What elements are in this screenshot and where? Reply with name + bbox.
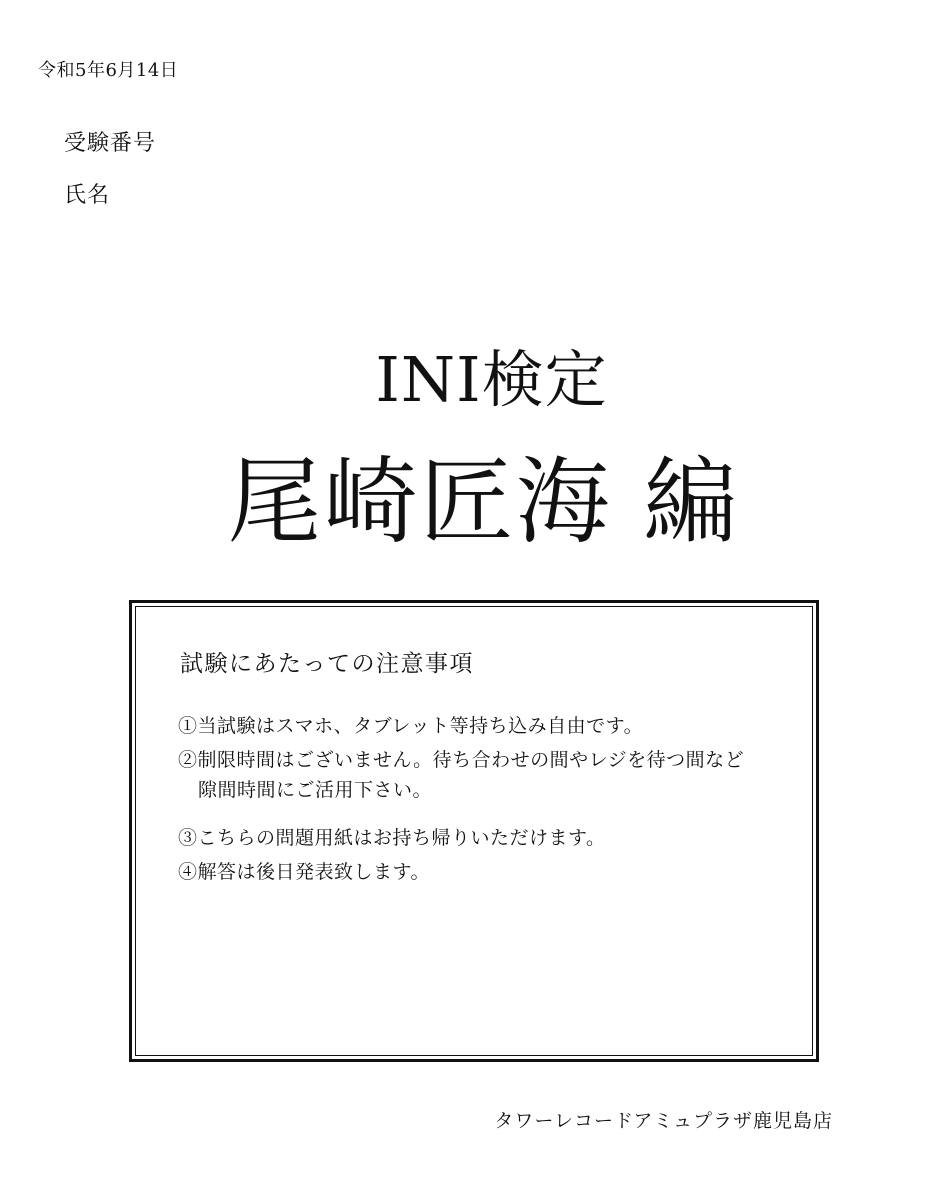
issue-date: 令和5年6月14日 [38,60,179,81]
exam-subtitle: 尾崎匠海 編 [227,448,740,557]
notice-box-inner [135,606,813,1056]
notice-heading: 試験にあたっての注意事項 [180,651,474,677]
notice-item-text: ①当試験はスマホ、タブレット等持ち込み自由です。 [178,715,644,737]
notice-item-text: ④解答は後日発表致します。 [178,861,430,883]
notice-list [178,711,798,887]
notice-item-1 [178,711,798,741]
notice-item-4 [178,857,798,887]
notice-item-text: ②制限時間はございません。待ち合わせの間やレジを待つ間など [178,749,745,771]
notice-item-text: ③こちらの問題用紙はお持ち帰りいただけます。 [178,827,606,849]
store-name: タワーレコードアミュプラザ鹿児島店 [494,1110,833,1132]
exam-number-label: 受験番号 [64,131,157,156]
notice-box [129,600,819,1062]
notice-item-2 [178,745,798,805]
name-label: 氏名 [64,183,111,208]
exam-title: INI検定 [375,343,608,416]
notice-item-3 [178,823,798,853]
notice-item-continuation: 隙間時間にご活用下さい。 [198,779,433,801]
